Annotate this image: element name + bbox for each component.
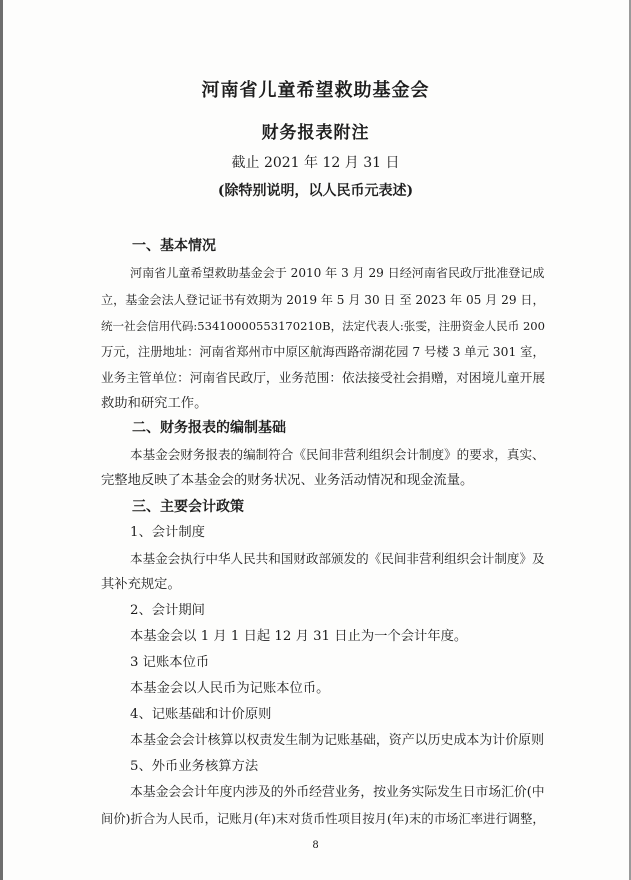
- paragraph-line: 本基金会会计年度内涉及的外币经营业务，按业务实际发生日市场汇价(中: [130, 785, 545, 800]
- section-heading-policies: 三、主要会计政策: [132, 499, 244, 515]
- paragraph-line: 间价)折合为人民币，记账月(年)末对货币性项目按月(年)末的市场汇率进行调整，: [101, 812, 545, 826]
- document-subtitle: 财务报表附注: [261, 123, 370, 143]
- section-heading-basic-info: 一、基本情况: [132, 238, 216, 254]
- report-date: 截止 2021 年 12 月 31 日: [231, 155, 400, 171]
- paragraph-line: 立，基金会法人登记证书有效期为 2019 年 5 月 30 日 至 2023 年 05 月 29 日，: [101, 293, 545, 307]
- paragraph-line: 河南省儿童希望救助基金会于 2010 年 3 月 29 日经河南省民政厅批准登记成: [130, 266, 545, 280]
- document-title: 河南省儿童希望救助基金会: [201, 80, 430, 101]
- page-number: 8: [312, 840, 319, 851]
- paragraph-line: 本基金会财务报表的编制符合《民间非营利组织会计制度》的要求，真实、: [130, 447, 545, 462]
- policy-item-title: 5、外币业务核算方法: [130, 759, 259, 774]
- paragraph-line: 本基金会以人民币为记账本位币。: [130, 681, 330, 696]
- policy-item-title: 2、会计期间: [130, 603, 205, 618]
- section-heading-basis: 二、财务报表的编制基础: [132, 420, 286, 436]
- paragraph-line: 统一社会信用代码:53410000553170210B，法定代表人:张雯，注册资金人民币 200: [101, 319, 545, 333]
- paragraph-line: 完整地反映了本基金会的财务状况、业务活动情况和现金流量。: [101, 473, 474, 488]
- policy-item-title: 4、记账基础和计价原则: [130, 707, 272, 722]
- paragraph-line: 业务主管单位：河南省民政厅，业务范围：依法接受社会捐赠，对困境儿童开展: [101, 370, 546, 385]
- paragraph-line: 救助和研究工作。: [101, 396, 208, 411]
- policy-item-title: 1、会计制度: [130, 525, 205, 540]
- currency-note: (除特别说明，以人民币元表述): [217, 183, 414, 199]
- paragraph-line: 本基金会会计核算以权责发生制为记账基础，资产以历史成本为计价原则: [130, 733, 545, 748]
- policy-item-title: 3 记账本位币: [130, 655, 210, 670]
- paragraph-line: 本基金会以 1 月 1 日起 12 月 31 日止为一个会计年度。: [130, 629, 468, 644]
- paragraph-line: 其补充规定。: [101, 577, 181, 592]
- paragraph-line: 本基金会执行中华人民共和国财政部颁发的《民间非营利组织会计制度》及: [130, 551, 545, 566]
- paragraph-line: 万元，注册地址：河南省郑州市中原区航海西路帝湖花园 7 号楼 3 单元 301 室，: [101, 345, 545, 359]
